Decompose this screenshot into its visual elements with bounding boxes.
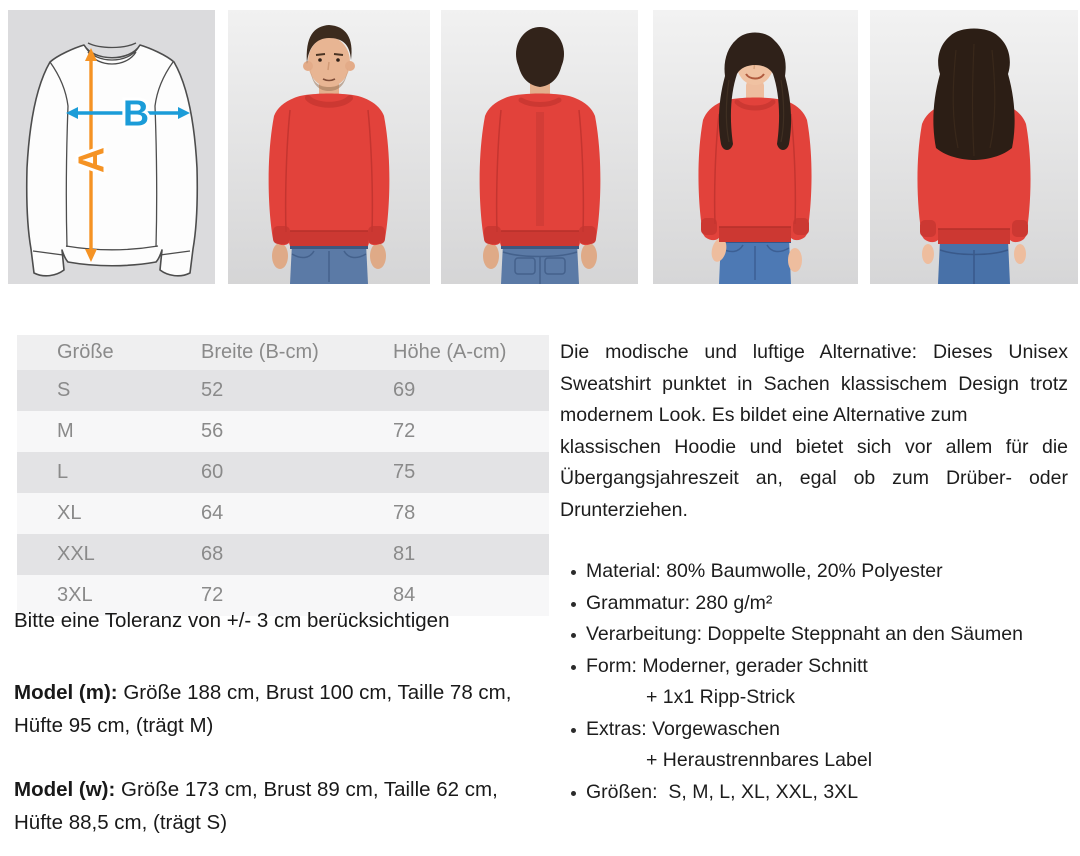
size-table-header-row [17,335,549,370]
model-m-measurements [14,676,511,742]
list-item: Form: Moderner, gerader Schnitt [560,651,1070,683]
table-row: 3XL 72 84 [17,575,549,616]
list-item: Größen: S, M, L, XL, XXL, 3XL [560,777,1070,809]
bullet-icon [571,665,576,670]
bullet-icon [571,602,576,607]
model-female-back-photo [870,10,1078,284]
description-line: klassischen Hoodie und bietet sich vor allem für die [560,435,1068,458]
table-row: XL 64 78 [17,493,549,534]
list-item-continuation: + Heraustrennbares Label [646,749,873,771]
svg-text:B: B [123,92,149,134]
svg-text:A: A [70,147,112,173]
feature-list [560,556,1070,808]
table-row: S 52 69 [17,370,549,411]
list-item: Material: 80% Baumwolle, 20% Polyester [560,556,1070,588]
table-row: XXL 68 81 [17,534,549,575]
female-back-icon [870,10,1078,284]
list-item: Grammatur: 280 g/m² [560,588,1070,620]
list-item: Extras: Vorgewaschen [560,714,1070,746]
description-line: Sweatshirt punktet in Sachen klassischem Design trotz [560,372,1068,395]
size-diagram-image [8,10,215,284]
model-female-front-photo [653,10,858,284]
female-front-icon [653,10,858,284]
model-w-line1: Model (w): Größe 173 cm, Brust 89 cm, Taille 62 cm, [14,778,498,801]
size-table [17,335,549,616]
model-w-label: Model (w): [14,778,116,801]
model-w-line2: Hüfte 88,5 cm, (trägt S) [14,811,228,834]
bullet-icon [571,633,576,638]
description-line: Übergangsjahreszeit an, egal ob zum Drüber- oder [560,467,1068,489]
bullet-icon [571,728,576,733]
col-header-groesse: Größe [17,335,200,370]
male-back-icon [441,10,638,284]
sweatshirt-measure-diagram-icon [8,10,215,284]
list-item: Verarbeitung: Doppelte Steppnaht an den Säumen [560,619,1070,651]
col-header-breite: Breite (B-cm) [200,335,392,370]
tolerance-note: Bitte eine Toleranz von +/- 3 cm berücksichtigen [14,609,450,632]
model-m-line1: Model (m): Größe 188 cm, Brust 100 cm, Taille 78 cm, [14,681,512,704]
description-line: modernem Look. Es bildet eine Alternative zum [560,404,968,426]
model-m-label: Model (m): [14,681,118,704]
product-description-text [560,337,1068,526]
model-m-line2: Hüfte 95 cm, (trägt M) [14,714,214,737]
description-line: Die modische und luftige Alternative: Dieses Unisex [560,341,1068,363]
model-w-measurements [14,773,498,839]
table-row: M 56 72 [17,411,549,452]
list-item-continuation: + 1x1 Ripp-Strick [646,686,796,708]
col-header-hoehe: Höhe (A-cm) [392,335,549,370]
male-front-icon [228,10,430,284]
model-male-front-photo [228,10,430,284]
model-male-back-photo [441,10,638,284]
bullet-icon [571,570,576,575]
description-line: Drunterziehen. [560,498,688,521]
table-row: L 60 75 [17,452,549,493]
bullet-icon [571,791,576,796]
